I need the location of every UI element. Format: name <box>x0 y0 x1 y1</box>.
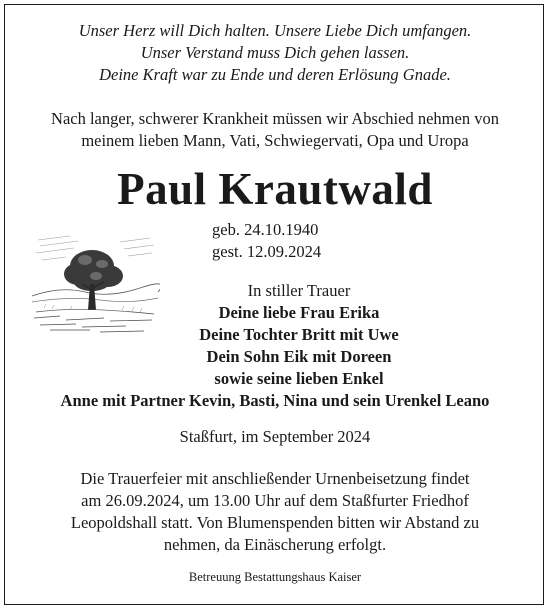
mourners-heading: In stiller Trauer <box>247 281 351 300</box>
funeral-notice <box>0 468 550 556</box>
mourner-line: sowie seine lieben Enkel <box>214 369 384 388</box>
notice-line: Die Trauerfeier mit anschließender Urnenbeisetzung findet <box>80 469 470 488</box>
intro-line: Nach langer, schwerer Krankheit müssen wir Abschied nehmen von <box>51 109 499 128</box>
death-date: gest. 12.09.2024 <box>212 242 322 261</box>
place-date: Staßfurt, im September 2024 <box>179 427 371 446</box>
funeral-home-credit: Betreuung Bestattungshaus Kaiser <box>188 570 362 584</box>
poem-line: Unser Verstand muss Dich gehen lassen. <box>140 43 410 62</box>
notice-line: Leopoldshall statt. Von Blumenspenden bitten wir Abstand zu <box>70 513 480 532</box>
mourner-line: Deine Tochter Britt mit Uwe <box>199 325 399 344</box>
mourner-line: Dein Sohn Eik mit Doreen <box>206 347 392 366</box>
mourner-line: Anne mit Partner Kevin, Basti, Nina und sein Urenkel Leano <box>60 391 490 410</box>
deceased-name: Paul Krautwald <box>117 164 433 214</box>
mourners-block <box>0 280 550 412</box>
life-dates <box>212 219 321 263</box>
poem <box>0 20 550 86</box>
intro-line: meinem lieben Mann, Vati, Schwiegervati, Opa und Uropa <box>81 131 469 150</box>
mourner-line: Deine liebe Frau Erika <box>218 303 380 322</box>
notice-line: nehmen, da Einäscherung erfolgt. <box>163 535 387 554</box>
poem-line: Unser Herz will Dich halten. Unsere Liebe Dich umfangen. <box>78 21 472 40</box>
birth-date: geb. 24.10.1940 <box>212 220 319 239</box>
notice-line: am 26.09.2024, um 13.00 Uhr auf dem Staßfurter Friedhof <box>81 491 469 510</box>
intro-text <box>0 108 550 152</box>
poem-line: Deine Kraft war zu Ende und deren Erlösung Gnade. <box>99 65 451 84</box>
